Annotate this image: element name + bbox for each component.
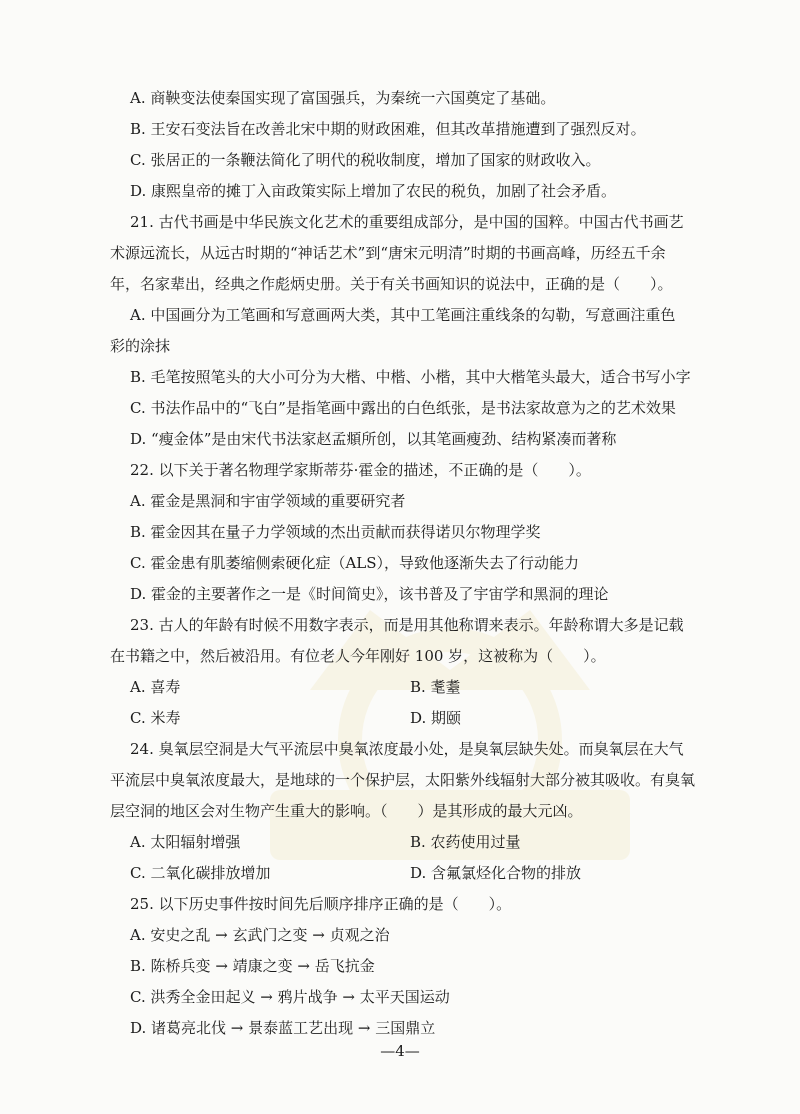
q22-option-c: C. 霍金患有肌萎缩侧索硬化症（ALS），导致他逐渐失去了行动能力 <box>130 554 580 572</box>
q24-stem-line2: 平流层中臭氧浓度最大，是地球的一个保护层，太阳紫外线辐射大部分被其吸收。有臭氧 <box>110 771 696 789</box>
q21-option-b: B. 毛笔按照笔头的大小可分为大楷、中楷、小楷，其中大楷笔头最大，适合书写小字 <box>130 368 691 386</box>
q24-option-d: D. 含氟氯烃化合物的排放 <box>410 864 582 882</box>
q20-option-a: A. 商鞅变法使秦国实现了富国强兵，为秦统一六国奠定了基础。 <box>130 89 556 107</box>
q23-stem-line1: 23. 古人的年龄有时候不用数字表示，而是用其他称谓来表示。年龄称谓大多是记载 <box>130 616 684 634</box>
q25-option-a: A. 安史之乱 → 玄武门之变 → 贞观之治 <box>130 926 390 944</box>
q23-stem-line2: 在书籍之中，然后被沿用。有位老人今年刚好 100 岁，这被称为（ ）。 <box>110 647 606 665</box>
q22-option-b: B. 霍金因其在量子力学领域的杰出贡献而获得诺贝尔物理学奖 <box>130 523 541 541</box>
q20-option-c: C. 张居正的一条鞭法简化了明代的税收制度，增加了国家的财政收入。 <box>130 151 601 169</box>
q25-option-b: B. 陈桥兵变 → 靖康之变 → 岳飞抗金 <box>130 957 375 975</box>
q23-option-b: B. 耄耋 <box>410 678 461 696</box>
q21-option-c: C. 书法作品中的“飞白”是指笔画中露出的白色纸张，是书法家故意为之的艺术效果 <box>130 399 676 417</box>
q24-stem-line1: 24. 臭氧层空洞是大气平流层中臭氧浓度最小处，是臭氧层缺失处。而臭氧层在大气 <box>130 740 684 758</box>
q25-option-c: C. 洪秀全金田起义 → 鸦片战争 → 太平天国运动 <box>130 988 450 1006</box>
q21-stem-line1: 21. 古代书画是中华民族文化艺术的重要组成部分，是中国的国粹。中国古代书画艺 <box>130 213 684 231</box>
q23-option-a: A. 喜寿 <box>130 678 181 696</box>
q24-option-c: C. 二氧化碳排放增加 <box>130 864 271 882</box>
q23-options-row1 <box>110 677 706 708</box>
q25-stem: 25. 以下历史事件按时间先后顺序排序正确的是（ ）。 <box>130 895 512 913</box>
q22-option-d: D. 霍金的主要著作之一是《时间简史》，该书普及了宇宙学和黑洞的理论 <box>130 585 609 603</box>
question-page <box>110 88 706 1049</box>
q25-option-d: D. 诸葛亮北伐 → 景泰蓝工艺出现 → 三国鼎立 <box>130 1019 436 1037</box>
q21-option-a-line2: 彩的涂抹 <box>110 337 171 355</box>
q21-stem-line3: 年，名家辈出，经典之作彪炳史册。关于有关书画知识的说法中，正确的是（ ）。 <box>110 275 673 293</box>
q24-option-a: A. 太阳辐射增强 <box>130 833 241 851</box>
q22-option-a: A. 霍金是黑洞和宇宙学领域的重要研究者 <box>130 492 406 510</box>
q24-options-row2 <box>110 863 706 894</box>
q23-options-row2 <box>110 708 706 739</box>
q24-option-b: B. 农药使用过量 <box>410 833 521 851</box>
q23-option-c: C. 米寿 <box>130 709 181 727</box>
page-number: —4— <box>380 1042 420 1060</box>
q24-options-row1 <box>110 832 706 863</box>
q21-stem-line2: 术源远流长，从远古时期的“神话艺术”到“唐宋元明清”时期的书画高峰，历经五千余 <box>110 244 666 262</box>
q20-option-d: D. 康熙皇帝的摊丁入亩政策实际上增加了农民的税负，加剧了社会矛盾。 <box>130 182 617 200</box>
q20-option-b: B. 王安石变法旨在改善北宋中期的财政困难，但其改革措施遭到了强烈反对。 <box>130 120 646 138</box>
q23-option-d: D. 期颐 <box>410 709 462 727</box>
q22-stem: 22. 以下关于著名物理学家斯蒂芬·霍金的描述，不正确的是（ ）。 <box>130 461 591 479</box>
q21-option-d: D. “瘦金体”是由宋代书法家赵孟頫所创，以其笔画瘦劲、结构紧凑而著称 <box>130 430 617 448</box>
q24-stem-line3: 层空洞的地区会对生物产生重大的影响。（ ）是其形成的最大元凶。 <box>110 802 583 820</box>
q21-option-a-line1: A. 中国画分为工笔画和写意画两大类，其中工笔画注重线条的勾勒，写意画注重色 <box>130 306 676 324</box>
